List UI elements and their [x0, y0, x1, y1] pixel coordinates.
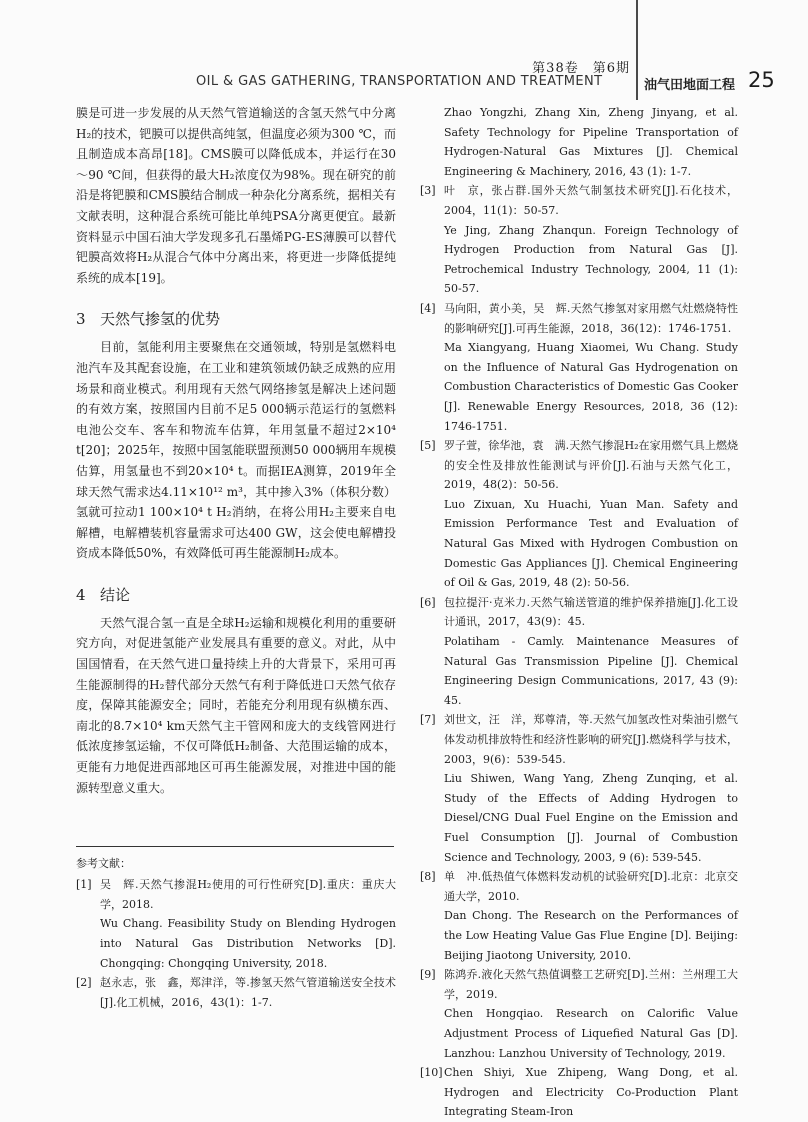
reference-number: [2]	[76, 976, 92, 990]
reference-text: 单 冲.低热值气体燃料发动机的试验研究[D].北京：北京交通大学，2010.	[444, 870, 738, 903]
reference-item	[76, 875, 396, 973]
reference-list	[420, 103, 738, 1122]
reference-text: Ma Xiangyang, Huang Xiaomei, Wu Chang. Study on the Influence of Natural Gas Hydrogenation on Combustion Characteristics of Domestic Gas Cooker [J]. Renewable Energy Resources, 2018, 36 (12): 1746-1751.	[444, 341, 738, 433]
reference-text: 马向阳，黄小美，吴 辉.天然气掺氢对家用燃气灶燃烧特性的影响研究[J].可再生能源，2018，36(12)：1746-1751.	[444, 301, 738, 335]
reference-item	[420, 965, 738, 1063]
section-4-paragraph: 天然气混合氢一直是全球H₂运输和规模化利用的重要研究方向，对促进氢能产业发展具有重要的意义。对此，从中国国情看，在天然气进口量持续上升的大背景下，采用可再生能源制得的H₂替代部分天然气有利于降低进口天然气依存度，保障其能源安全；同时，若能充分利用现有纵横东西、南北的8.7×10⁴ km天然气主干管网和庞大的支线管网进行低浓度掺氢运输，不仅可降低H₂制备、大范围运输的成本，更能有力地促进西部地区可再生能源发展，对推进中国的能源转型意义重大。	[76, 615, 396, 795]
reference-number: [8]	[420, 870, 436, 884]
reference-list	[76, 875, 396, 1012]
page-header	[0, 0, 808, 100]
journal-title-cn: 油气田地面工程	[644, 78, 736, 93]
section-title: 结论	[100, 585, 131, 604]
references-heading: 参考文献：	[76, 857, 131, 871]
section-3-heading	[76, 308, 396, 329]
section-number: 4	[76, 585, 86, 604]
journal-title-en: OIL & GAS GATHERING, TRANSPORTATION AND TREATMENT	[196, 74, 603, 89]
reference-item	[420, 299, 738, 436]
reference-text: 吴 辉.天然气掺混H₂使用的可行性研究[D].重庆：重庆大学，2018.	[100, 878, 396, 911]
reference-text: Ye Jing, Zhang Zhanqun. Foreign Technology of Hydrogen Production from Natural Gas [J]. Petrochemical Industry Technology, 2004, 11 (1): 50-57.	[444, 223, 738, 296]
reference-number: [10]	[420, 1066, 443, 1080]
left-column	[76, 103, 396, 1012]
reference-item	[420, 103, 738, 181]
reference-number: [6]	[420, 595, 436, 609]
reference-item	[420, 181, 738, 299]
reference-text: 陈鸿乔.液化天然气热值调整工艺研究[D].兰州：兰州理工大学，2019.	[444, 968, 738, 1001]
reference-text: Zhao Yongzhi, Zhang Xin, Zheng Jinyang, et al. Safety Technology for Pipeline Transportation of Hydrogen-Natural Gas Mixtures [J]. Chemical Engineering & Machinery, 2016, 43 (1): 1-7.	[444, 106, 738, 178]
section-3-paragraph: 目前，氢能利用主要聚焦在交通领域，特别是氢燃料电池汽车及其配套设施，在工业和建筑领域仍缺乏成熟的应用场景和商业模式。利用现有天然气网络掺氢是解决上述问题的有效方案，按照国内目前不足5 000辆示范运行的氢燃料电池公交车、客车和物流车估算，年用氢量不超过2×10⁴ t[20]；2025年，按照中国氢能联盟预测50 000辆用车规模估算，用氢量也不到20×10⁴ t。而据IEA测算，2019年全球天然气需求达4.11×10¹² m³，其中掺入3%（体积分数）氢就可拉动1 100×10⁴ t H₂消纳，在将公用H₂主要来自电解槽，电解槽装机容量需求可达400 GW，这会使电解槽投资成本降低50%，有效降低可再生能源制H₂成本。	[76, 340, 396, 561]
reference-item	[420, 710, 738, 867]
section-4-heading	[76, 584, 396, 605]
reference-text: 包拉提汗·克米力.天然气输送管道的维护保养措施[J].化工设计通讯，2017，43(9)：45.	[444, 595, 738, 629]
reference-text: Wu Chang. Feasibility Study on Blending Hydrogen into Natural Gas Distribution Networks [D]. Chongqing: Chongqing University, 2018.	[100, 917, 396, 970]
reference-text: Chen Hongqiao. Research on Calorific Value Adjustment Process of Liquefied Natural Gas [D]. Lanzhou: Lanzhou University of Technology, 2019.	[444, 1007, 738, 1060]
reference-number: [4]	[420, 301, 436, 315]
references-divider	[76, 846, 394, 847]
reference-number: [7]	[420, 713, 436, 727]
reference-text: Luo Zixuan, Xu Huachi, Yuan Man. Safety and Emission Performance Test and Evaluation of Natural Gas Mixed with Hydrogen Combustion on Domestic Gas Appliances [J]. Chemical Engineering of Oil & Gas, 2019, 48 (2): 50-56.	[444, 497, 738, 590]
right-column	[420, 103, 738, 1122]
section-number: 3	[76, 310, 86, 329]
reference-item	[420, 436, 738, 593]
reference-item	[420, 867, 738, 965]
reference-item	[420, 593, 738, 711]
reference-number: [1]	[76, 878, 92, 892]
page-number: 25	[748, 68, 775, 92]
reference-number: [5]	[420, 439, 436, 453]
section-title: 天然气掺氢的优势	[100, 310, 221, 329]
reference-text: Liu Shiwen, Wang Yang, Zheng Zunqing, et al. Study of the Effects of Adding Hydrogen to Diesel/CNG Dual Fuel Engine on the Emission and Fuel Consumption [J]. Journal of Combustion Science and Technology, 2003, 9 (6): 539-545.	[444, 772, 738, 864]
reference-text: 刘世文，汪 洋，郑尊清，等.天然气加氢改性对柴油引燃气体发动机排放特性和经济性影响的研究[J].燃烧科学与技术，2003，9(6)：539-545.	[444, 713, 738, 766]
intro-paragraph: 膜是可进一步发展的从天然气管道输送的含氢天然气中分离H₂的技术，钯膜可以提供高纯氢，但温度必须为300 ℃，而且制造成本高昂[18]。CMS膜可以降低成本，并运行在30～90 ℃间，但获得的最大H₂浓度仅为98%。现在研究的前沿是将钯膜和CMS膜结合制成一种杂化分离系统，据相关有文献表明，这种混合系统可能比单纯PSA分离更便宜。最新资料显示中国石油大学发现多孔石墨烯PG-ES薄膜可以替代钯膜高效将H₂从混合气体中分离出来，将更进一步降低提纯系统的成本[19]。	[76, 106, 396, 285]
reference-text: Dan Chong. The Research on the Performances of the Low Heating Value Gas Flue Engine [D]. Beijing: Beijing Jiaotong University, 2010.	[444, 909, 738, 962]
reference-item	[420, 1063, 738, 1122]
reference-item	[76, 973, 396, 1012]
reference-text: Polatiham - Camly. Maintenance Measures of Natural Gas Transmission Pipeline [J]. Chemical Engineering Design Communications, 2017, 43 (9): 45.	[444, 635, 738, 707]
volume-issue: 第38卷 第6期	[532, 61, 630, 76]
reference-text: 赵永志，张 鑫，郑津洋，等.掺氢天然气管道输送安全技术[J].化工机械，2016，43(1)：1-7.	[100, 976, 396, 1009]
reference-text: Chen Shiyi, Xue Zhipeng, Wang Dong, et al. Hydrogen and Electricity Co-Production Plant Integrating Steam-Iron	[444, 1066, 738, 1119]
reference-number: [9]	[420, 968, 436, 982]
reference-text: 罗子萱，徐华池，袁 满.天然气掺混H₂在家用燃气具上燃烧的安全性及排放性能测试与评价[J].石油与天然气化工，2019，48(2)：50-56.	[444, 439, 738, 492]
reference-text: 叶 京，张占群.国外天然气制氢技术研究[J].石化技术，2004，11(1)：50-57.	[444, 184, 738, 217]
reference-number: [3]	[420, 184, 436, 198]
header-divider	[636, 0, 638, 100]
